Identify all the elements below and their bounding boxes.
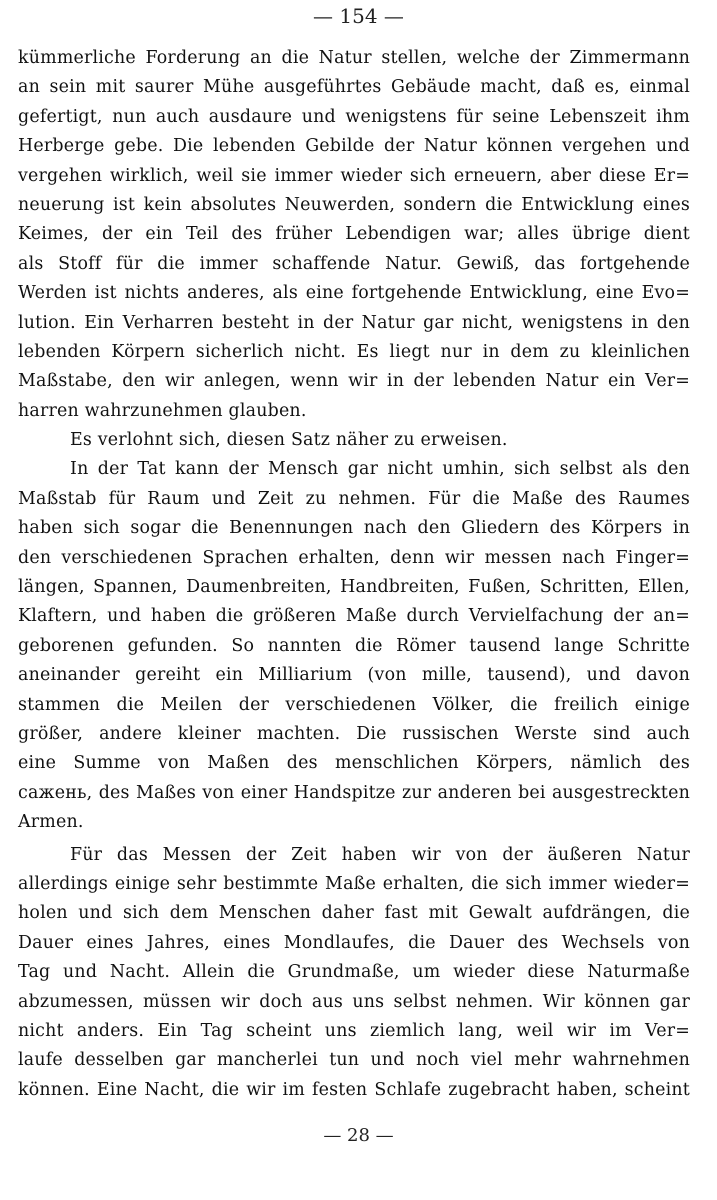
text-line: lebenden Körpern sicherlich nicht. Es liegt nur in dem zu kleinlichen <box>18 341 690 362</box>
text-line: laufe desselben gar mancherlei tun und noch viel mehr wahrnehmen <box>18 1050 690 1071</box>
text-line: holen und sich dem Menschen daher fast mit Gewalt aufdrängen, die <box>18 903 690 924</box>
text-line: abzumessen, müssen wir doch aus uns selbst nehmen. Wir können gar <box>18 991 690 1012</box>
text-line: kümmerliche Forderung an die Natur stellen, welche der Zimmermann <box>18 48 690 68</box>
body-text <box>18 44 690 1105</box>
paragraph <box>18 426 690 455</box>
paragraph <box>18 455 690 837</box>
text-line: lution. Ein Verharren besteht in der Natur gar nicht, wenigstens in den <box>18 312 690 333</box>
text-line: Armen. <box>18 812 84 833</box>
paragraph <box>18 841 690 1106</box>
text-line: Maßstab für Raum und Zeit zu nehmen. Für die Maße des Raumes <box>18 488 690 509</box>
text-line: Herberge gebe. Die lebenden Gebilde der Natur können vergehen und <box>18 136 690 157</box>
text-line: Werden ist nichts anderes, als eine fortgehende Entwicklung, eine Evo= <box>18 283 690 304</box>
text-line: In der Tat kann der Mensch gar nicht umhin, sich selbst als den <box>70 459 690 480</box>
sheet-number: — 28 — <box>323 1125 394 1146</box>
text-line: haben sich sogar die Benennungen nach den Gliedern des Körpers in <box>18 518 690 539</box>
text-line: Dauer eines Jahres, eines Mondlaufes, die Dauer des Wechsels von <box>18 932 690 953</box>
text-line: als Stoff für die immer schaffende Natur. Gewiß, das fortgehende <box>18 253 690 274</box>
text-line: den verschiedenen Sprachen erhalten, denn wir messen nach Finger= <box>18 547 690 568</box>
text-line: Klaftern, und haben die größeren Maße durch Vervielfachung der an= <box>18 606 690 627</box>
text-line: harren wahrzunehmen glauben. <box>18 400 307 421</box>
text-line: neuerung ist kein absolutes Neuwerden, sondern die Entwicklung eines <box>18 194 690 215</box>
text-line: Maßstabe, den wir anlegen, wenn wir in der lebenden Natur ein Ver= <box>18 371 690 392</box>
page-number: — 154 — <box>313 4 404 28</box>
text-line: Keimes, der ein Teil des früher Lebendigen war; alles übrige dient <box>18 224 690 245</box>
text-line: größer, andere kleiner machten. Die russischen Werste sind auch <box>18 723 690 744</box>
paragraph <box>18 44 690 426</box>
text-line: allerdings einige sehr bestimmte Maße erhalten, die sich immer wieder= <box>18 873 690 894</box>
text-line: eine Summe von Maßen des menschlichen Körpers, nämlich des <box>18 753 690 774</box>
text-line: längen, Spannen, Daumenbreiten, Handbreiten, Fußen, Schritten, Ellen, <box>18 577 690 598</box>
text-line: nicht anders. Ein Tag scheint uns ziemlich lang, weil wir im Ver= <box>18 1020 690 1041</box>
text-line: Für das Messen der Zeit haben wir von der äußeren Natur <box>70 844 690 865</box>
text-line: сажень, des Maßes von einer Handspitze zur anderen bei ausgestreckten <box>18 782 690 803</box>
text-line: können. Eine Nacht, die wir im festen Schlafe zugebracht haben, scheint <box>18 1079 690 1100</box>
text-line: an sein mit saurer Mühe ausgeführtes Gebäude macht, daß es, einmal <box>18 77 690 98</box>
text-line: gefertigt, nun auch ausdaure und wenigstens für seine Lebenszeit ihm <box>18 106 690 127</box>
text-line: stammen die Meilen der verschiedenen Völker, die freilich einige <box>18 694 690 715</box>
text-line: Es verlohnt sich, diesen Satz näher zu erweisen. <box>70 430 508 451</box>
text-line: vergehen wirklich, weil sie immer wieder sich erneuern, aber diese Er= <box>18 165 690 186</box>
text-line: aneinander gereiht ein Milliarium (von mille, tausend), und davon <box>18 665 690 686</box>
text-line: Tag und Nacht. Allein die Grundmaße, um wieder diese Naturmaße <box>18 962 690 983</box>
text-line: geborenen gefunden. So nannten die Römer tausend lange Schritte <box>18 635 690 656</box>
